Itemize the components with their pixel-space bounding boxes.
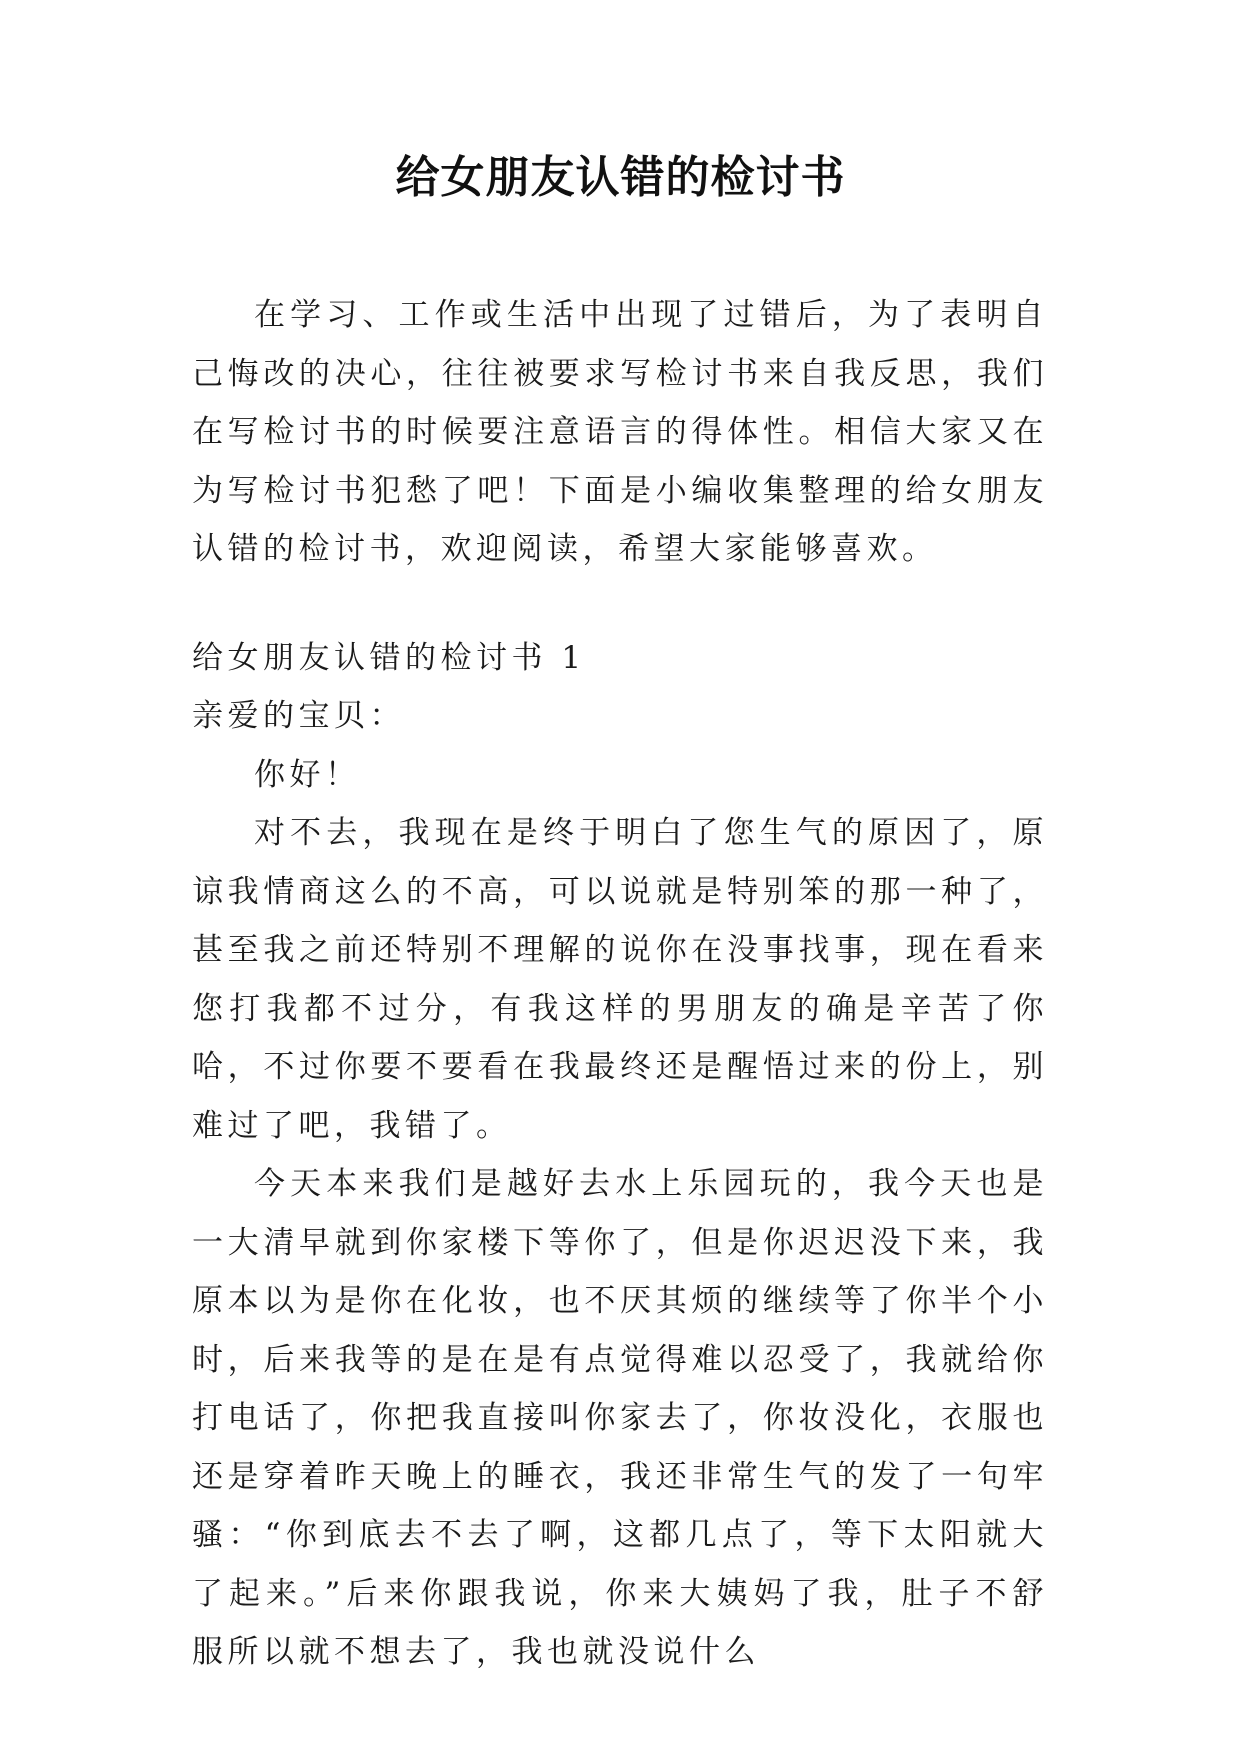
section-heading: 给女朋友认错的检讨书 1: [192, 639, 586, 676]
intro-paragraph: 在学习、工作或生活中出现了过错后，为了表明自己悔改的决心，往往被要求写检讨书来自我反思，我们在写检讨书的时候要注意语言的得体性。相信大家又在为写检讨书犯愁了吧！下面是小编收集整理的给女朋友认错的检讨书，欢迎阅读，希望大家能够喜欢。: [192, 297, 1048, 567]
document-title: 给女朋友认错的检讨书: [395, 152, 846, 203]
document-body: [192, 286, 1048, 1682]
salutation: 亲爱的宝贝：: [192, 698, 405, 734]
section-spacer: [192, 579, 1048, 629]
body-paragraph: 今天本来我们是越好去水上乐园玩的，我今天也是一大清早就到你家楼下等你了，但是你迟迟没下来，我原本以为是你在化妆，也不厌其烦的继续等了你半个小时，后来我等的是在是有点觉得难以忍受了，我就给你打电话了，你把我直接叫你家去了，你妆没化，衣服也还是穿着昨天晚上的睡衣，我还非常生气的发了一句牢骚：“你到底去不去了啊，这都几点了，等下太阳就大了起来。”后来你跟我说，你来大姨妈了我，肚子不舒服所以就不想去了，我也就没说什么: [192, 1166, 1048, 1670]
greeting: 你好！: [254, 756, 361, 793]
body-paragraph: 对不去，我现在是终于明白了您生气的原因了，原谅我情商这么的不高，可以说就是特别笨的那一种了，甚至我之前还特别不理解的说你在没事找事，现在看来您打我都不过分，有我这样的男朋友的确是辛苦了你哈，不过你要不要看在我最终还是醒悟过来的份上，别难过了吧，我错了。: [192, 815, 1048, 1144]
